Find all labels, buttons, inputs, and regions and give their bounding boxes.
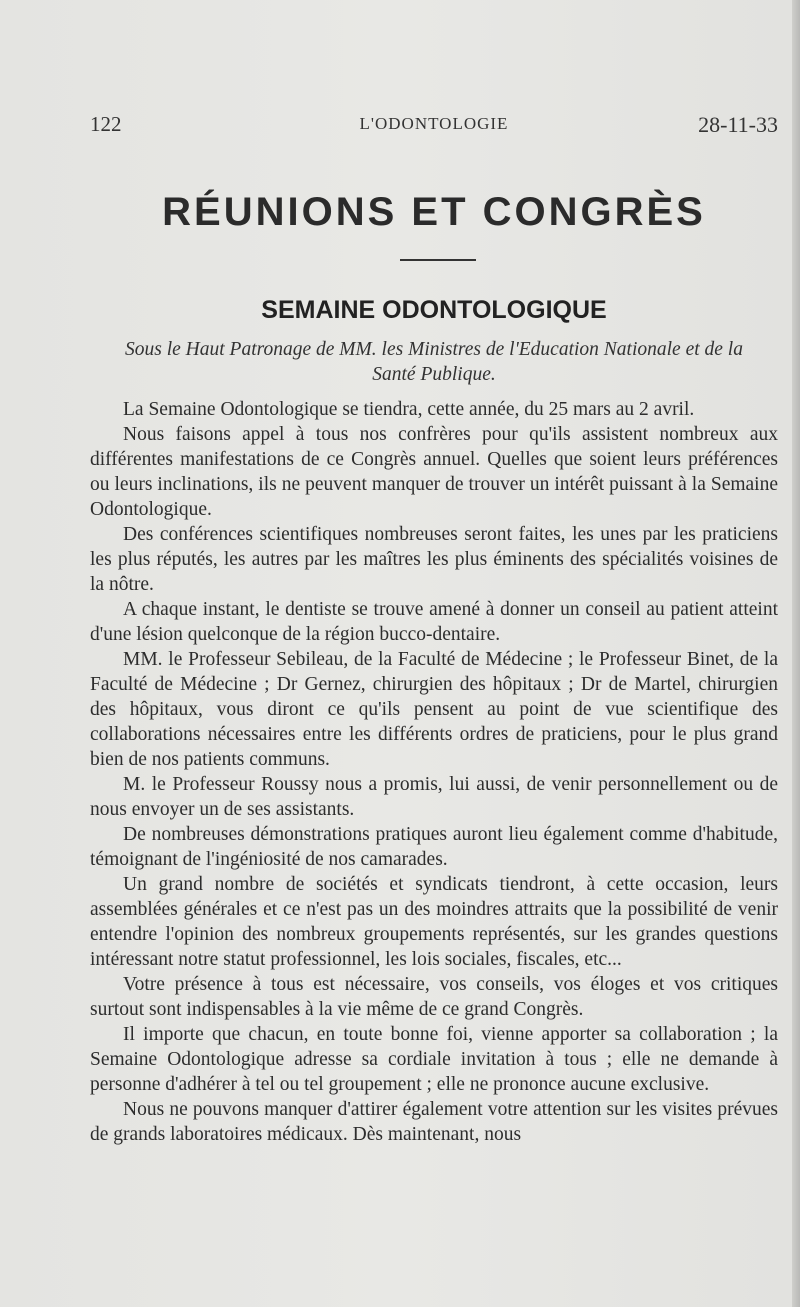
running-head <box>90 112 778 142</box>
patronage-line: Sous le Haut Patronage de MM. les Ministres de l'Education Nationale et de la Santé Publique. <box>125 339 743 385</box>
issue-date: 28-11-33 <box>698 112 778 137</box>
article-title: SEMAINE ODONTOLOGIQUE <box>261 296 607 324</box>
paragraph: MM. le Professeur Sebileau, de la Faculté de Médecine ; le Professeur Binet, de la Faculté de Médecine ; Dr Gernez, chirurgien des hôpitaux ; Dr de Martel, chirurgien des hôpitaux, vous diront ce qu'ils pensent au point de vue scientifique des collaborations nécessaires entre les différents ordres de praticiens, pour le plus grand bien de nos patients communs. <box>90 649 778 770</box>
paragraph: M. le Professeur Roussy nous a promis, lui aussi, de venir personnellement ou de nous envoyer un de ses assistants. <box>90 774 778 820</box>
section-title: RÉUNIONS ET CONGRÈS <box>162 190 706 234</box>
paragraph: Un grand nombre de sociétés et syndicats tiendront, à cette occasion, leurs assemblées générales et ce n'est pas un des moindres attraits que la possibilité de venir entendre l'opinion des nombreux groupements représentés, sur les grandes questions intéressant notre statut professionnel, les lois sociales, fiscales, etc... <box>90 874 778 970</box>
paragraph: A chaque instant, le dentiste se trouve amené à donner un conseil au patient atteint d'une lésion quelconque de la région bucco-dentaire. <box>90 599 778 645</box>
page-number: 122 <box>90 112 122 136</box>
journal-title: L'ODONTOLOGIE <box>359 114 509 133</box>
paragraph: Des conférences scientifiques nombreuses seront faites, les unes par les praticiens les plus réputés, les autres par les maîtres les plus éminents des spécialités voisines de la nôtre. <box>90 524 778 595</box>
paragraph: La Semaine Odontologique se tiendra, cette année, du 25 mars au 2 avril. <box>123 399 695 420</box>
paragraph: Nous ne pouvons manquer d'attirer également votre attention sur les visites prévues de grands laboratoires médicaux. Dès maintenant, nous <box>90 1099 778 1145</box>
title-divider <box>400 259 476 261</box>
paragraph: Nous faisons appel à tous nos confrères pour qu'ils assistent nombreux aux différentes manifestations de ce Congrès annuel. Quelles que soient leurs préférences ou leurs inclinations, ils ne peuvent manquer de trouver un intérêt puissant à la Semaine Odontologique. <box>90 424 778 520</box>
page-edge-shadow <box>792 0 800 1307</box>
paragraph: Votre présence à tous est nécessaire, vos conseils, vos éloges et vos critiques surtout sont indispensables à la vie même de ce grand Congrès. <box>90 974 778 1020</box>
paragraph: Il importe que chacun, en toute bonne foi, vienne apporter sa collaboration ; la Semaine Odontologique adresse sa cordiale invitation à tous ; elle ne demande à personne d'adhérer à tel ou tel groupement ; elle ne prononce aucune exclusive. <box>90 1024 778 1095</box>
paragraph: De nombreuses démonstrations pratiques auront lieu également comme d'habitude, témoignant de l'ingéniosité de nos camarades. <box>90 824 778 870</box>
article-body <box>90 397 778 1147</box>
